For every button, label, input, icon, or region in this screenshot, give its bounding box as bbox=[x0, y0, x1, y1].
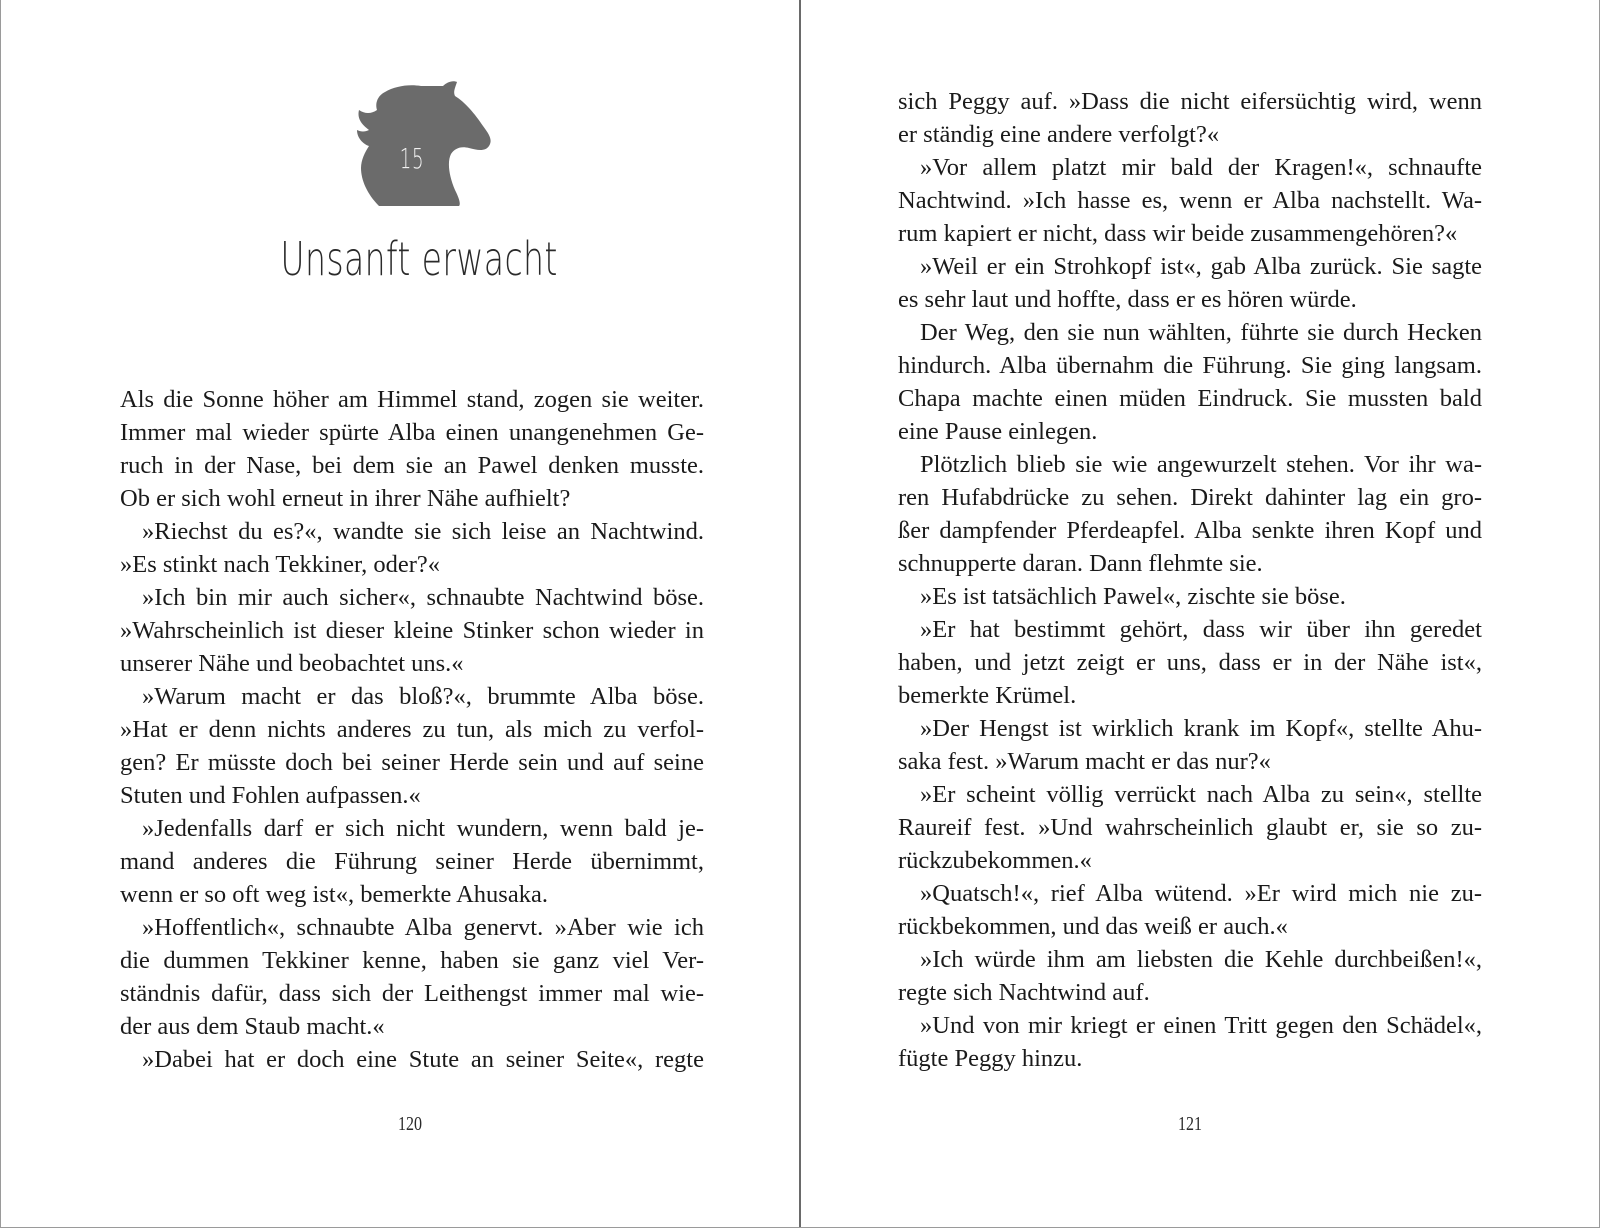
text-line: Nachtwind. »Ich hasse es, wenn er Alba nachstellt. Wa- bbox=[898, 187, 1482, 214]
text-line: Chapa machte einen müden Eindruck. Sie mussten bald bbox=[898, 385, 1482, 412]
text-line: er ständig eine andere verfolgt?« bbox=[898, 121, 1220, 148]
text-line: saka fest. »Warum macht er das nur?« bbox=[898, 748, 1271, 775]
text-line: »Jedenfalls darf er sich nicht wundern, wenn bald je- bbox=[142, 815, 704, 842]
text-line: schnupperte daran. Dann flehmte sie. bbox=[898, 550, 1263, 577]
text-line: »Wahrscheinlich ist dieser kleine Stinker schon wieder in bbox=[120, 617, 704, 644]
text-line: Als die Sonne höher am Himmel stand, zogen sie weiter. bbox=[120, 386, 704, 413]
horse-head-icon bbox=[355, 80, 503, 210]
text-line: »Ich würde ihm am liebsten die Kehle durchbeißen!«, bbox=[920, 946, 1482, 973]
text-line: eine Pause einlegen. bbox=[898, 418, 1098, 445]
text-line: Ob er sich wohl erneut in ihrer Nähe aufhielt? bbox=[120, 485, 571, 512]
text-line: »Der Hengst ist wirklich krank im Kopf«, stellte Ahu- bbox=[920, 715, 1482, 742]
right-page-text bbox=[898, 85, 1482, 1075]
text-line: Raureif fest. »Und wahrscheinlich glaubt er, sie so zu- bbox=[898, 814, 1482, 841]
text-line: »Es ist tatsächlich Pawel«, zischte sie böse. bbox=[920, 583, 1346, 610]
text-line: rückzubekommen.« bbox=[898, 847, 1092, 874]
text-line: »Warum macht er das bloß?«, brummte Alba böse. bbox=[142, 683, 704, 710]
text-line: wenn er so oft weg ist«, bemerkte Ahusaka. bbox=[120, 881, 548, 908]
chapter-number: 15 bbox=[399, 142, 425, 175]
text-line: Plötzlich blieb sie wie angewurzelt stehen. Vor ihr wa- bbox=[920, 451, 1482, 478]
text-line: »Und von mir kriegt er einen Tritt gegen den Schädel«, bbox=[920, 1012, 1482, 1039]
text-line: Immer mal wieder spürte Alba einen unangenehmen Ge- bbox=[120, 419, 704, 446]
text-line: fügte Peggy hinzu. bbox=[898, 1045, 1083, 1072]
text-line: Stuten und Fohlen aufpassen.« bbox=[120, 782, 421, 809]
text-line: rückbekommen, und das weiß er auch.« bbox=[898, 913, 1288, 940]
text-line: sich Peggy auf. »Dass die nicht eifersüchtig wird, wenn bbox=[898, 88, 1482, 115]
text-line: bemerkte Krümel. bbox=[898, 682, 1077, 709]
text-line: ßer dampfender Pferdeapfel. Alba senkte ihren Kopf und bbox=[898, 517, 1482, 544]
text-line: »Riechst du es?«, wandte sie sich leise an Nachtwind. bbox=[142, 518, 704, 545]
text-line: es sehr laut und hoffte, dass er es hören würde. bbox=[898, 286, 1357, 313]
chapter-title: Unsanft erwacht bbox=[280, 232, 558, 286]
text-line: der aus dem Staub macht.« bbox=[120, 1013, 385, 1040]
text-line: »Hat er denn nichts anderes zu tun, als mich zu verfol- bbox=[120, 716, 704, 743]
text-line: unserer Nähe und beobachtet uns.« bbox=[120, 650, 464, 677]
text-line: »Weil er ein Strohkopf ist«, gab Alba zurück. Sie sagte bbox=[920, 253, 1482, 280]
text-line: »Vor allem platzt mir bald der Kragen!«, schnaufte bbox=[920, 154, 1482, 181]
text-line: »Er hat bestimmt gehört, dass wir über ihn geredet bbox=[920, 616, 1482, 643]
page-number: 120 bbox=[398, 1113, 422, 1135]
text-line: »Ich bin mir auch sicher«, schnaubte Nachtwind böse. bbox=[142, 584, 704, 611]
page-edge bbox=[0, 0, 1, 1228]
text-line: »Es stinkt nach Tekkiner, oder?« bbox=[120, 551, 441, 578]
text-line: »Hoffentlich«, schnaubte Alba genervt. »Aber wie ich bbox=[142, 914, 704, 941]
text-line: ständnis dafür, dass sich der Leithengst immer mal wie- bbox=[120, 980, 704, 1007]
text-line: regte sich Nachtwind auf. bbox=[898, 979, 1150, 1006]
text-line: »Quatsch!«, rief Alba wütend. »Er wird mich nie zu- bbox=[920, 880, 1482, 907]
page-number: 121 bbox=[1178, 1113, 1202, 1135]
text-line: mand anderes die Führung seiner Herde übernimmt, bbox=[120, 848, 704, 875]
text-line: haben, und jetzt zeigt er uns, dass er in der Nähe ist«, bbox=[898, 649, 1482, 676]
left-page-text bbox=[120, 383, 704, 1076]
text-line: ren Hufabdrücke zu sehen. Direkt dahinter lag ein gro- bbox=[898, 484, 1482, 511]
text-line: »Er scheint völlig verrückt nach Alba zu sein«, stellte bbox=[920, 781, 1482, 808]
text-line: Der Weg, den sie nun wählten, führte sie durch Hecken bbox=[920, 319, 1482, 346]
text-line: hindurch. Alba übernahm die Führung. Sie ging langsam. bbox=[898, 352, 1482, 379]
text-line: ruch in der Nase, bei dem sie an Pawel denken musste. bbox=[120, 452, 704, 479]
text-line: rum kapiert er nicht, dass wir beide zusammengehören?« bbox=[898, 220, 1458, 247]
text-line: »Dabei hat er doch eine Stute an seiner Seite«, regte bbox=[142, 1046, 704, 1073]
text-line: gen? Er müsste doch bei seiner Herde sein und auf seine bbox=[120, 749, 704, 776]
text-line: die dummen Tekkiner kenne, haben sie ganz viel Ver- bbox=[120, 947, 704, 974]
